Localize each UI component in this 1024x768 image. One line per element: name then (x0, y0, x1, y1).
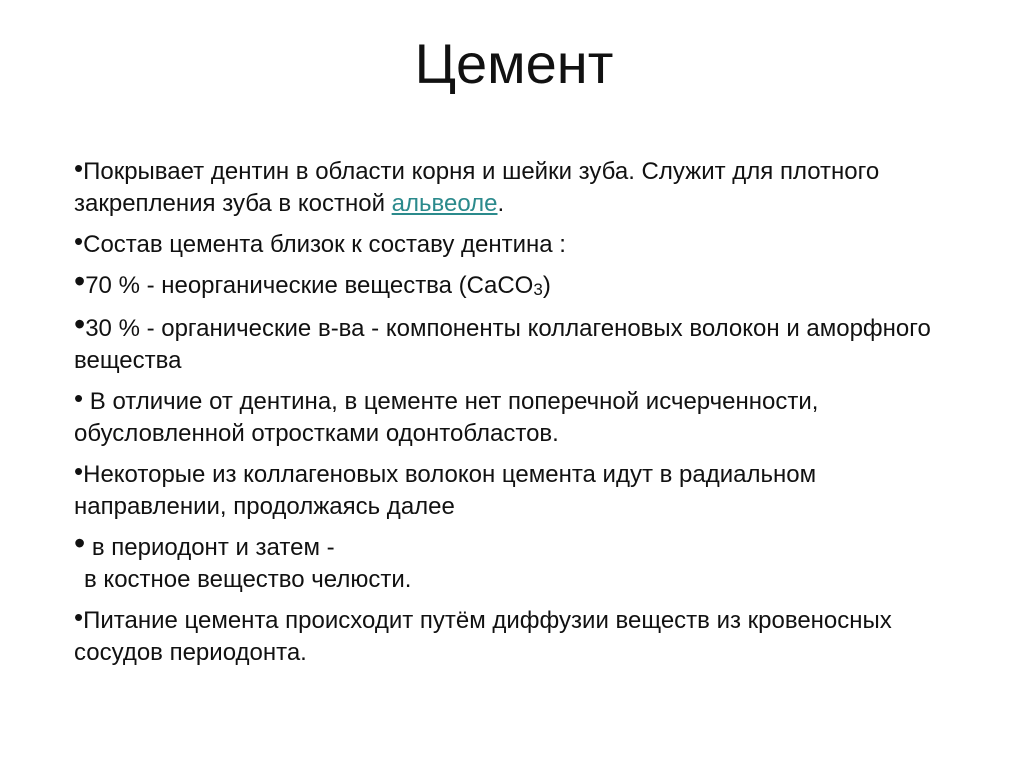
bullet-text: 30 % - органические в-ва - компоненты коллагеновых волокон и аморфного вещества (74, 315, 931, 374)
bullet-item (74, 602, 964, 669)
bullet-text: Состав цемента близок к составу дентина : (83, 231, 566, 258)
bullet-item (74, 226, 964, 261)
bullet-item (74, 153, 964, 220)
bullet-dot: • (74, 383, 84, 413)
bullet-text: Некоторые из коллагеновых волокон цемента идут в радиальном направлении, продолжаясь далее (74, 461, 817, 520)
bullet-text: Покрывает дентин в области корня и шейки зуба. Служит для плотного закрепления зуба в костной (74, 158, 880, 217)
bullet-item (74, 263, 964, 304)
bullet-text: 70 % - неорганические вещества (CaCO (85, 272, 534, 299)
bullet-text-continuation: в костное вещество челюсти. (84, 566, 412, 593)
bullet-dot: • (74, 263, 86, 299)
bullet-text: В отличие от дентина, в цементе нет поперечной исчерченности, обусловленной отростками одонтобластов. (74, 388, 819, 447)
formula-subscript: 3 (533, 280, 543, 299)
bullet-text: Питание цемента происходит путём диффузии веществ из кровеносных сосудов периодонта. (74, 607, 892, 666)
alveolus-link[interactable]: альвеоле (391, 190, 498, 217)
slide-title: Цемент (414, 32, 614, 95)
bullet-dot: • (74, 525, 86, 561)
bullet-text-end: ) (542, 272, 551, 299)
bullet-dot: • (74, 602, 84, 632)
bullet-text: в периодонт и затем - (85, 534, 335, 561)
slide-body (74, 153, 964, 669)
bullet-item (74, 306, 964, 377)
bullet-dot: • (74, 226, 84, 256)
bullet-item (74, 525, 964, 596)
bullet-item (74, 456, 964, 523)
bullet-dot: • (74, 153, 84, 183)
bullet-item (74, 383, 964, 450)
bullet-dot: • (74, 306, 86, 342)
bullet-dot: • (74, 456, 84, 486)
bullet-text-end: . (497, 190, 505, 217)
